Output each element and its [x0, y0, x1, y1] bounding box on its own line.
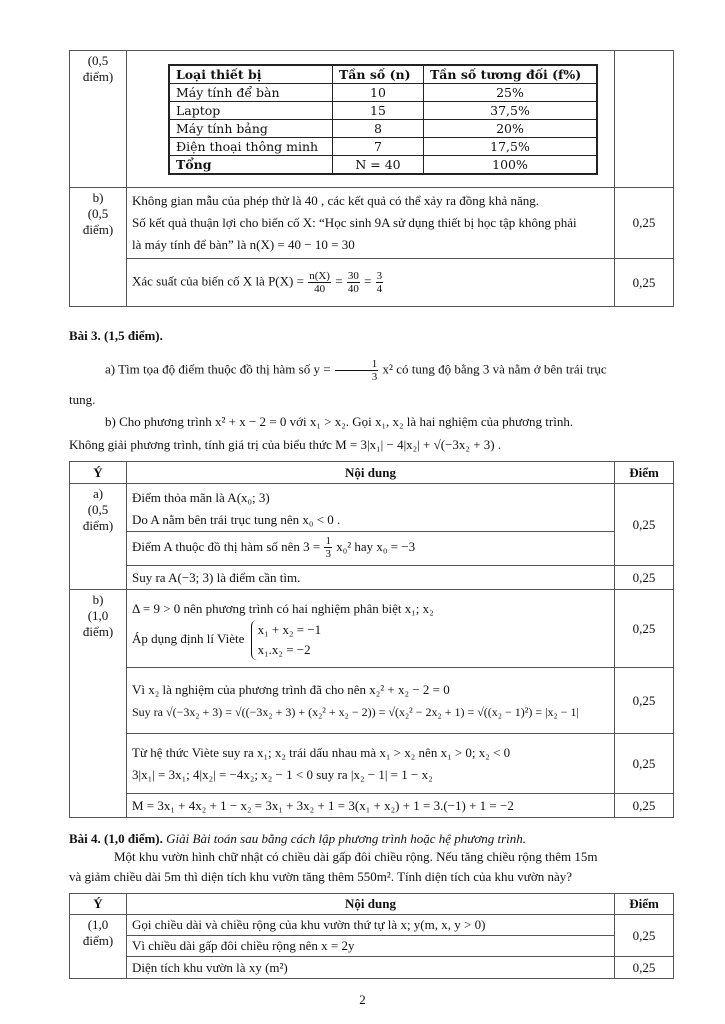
numerator: 1: [335, 358, 379, 371]
text-fragment: x₀² hay x₀ = −3: [336, 538, 416, 554]
text-fragment: a) Tìm tọa độ điểm thuộc đồ thị hàm số y =: [105, 361, 331, 377]
equation-system: [251, 620, 322, 660]
content-cell: Suy ra A(−3; 3) là điểm cần tìm.: [127, 566, 615, 590]
denominator: 4: [376, 283, 383, 295]
table-row: [169, 83, 597, 101]
numerator: 30: [347, 270, 359, 282]
score-cell: [615, 51, 674, 188]
freq-cell: Máy tính để bàn: [169, 83, 333, 101]
score-cell: 0,25: [615, 188, 674, 259]
freq-cell: Điện thoại thông minh: [169, 137, 333, 155]
problem-text: tung.: [69, 392, 96, 407]
text-fragment: x² có tung độ bằng 3 và nằm ở bên trái trục: [382, 361, 607, 377]
score-cell: 0,25: [615, 734, 674, 794]
text-line: Không gian mẫu của phép thử là 40 , các kết quả có thể xảy ra đồng khả năng.: [132, 193, 540, 208]
text-line: Điểm thỏa mãn là A(x₀; 3): [132, 489, 270, 505]
text-line: là máy tính để bàn” là n(X) = 40 − 10 = 30: [132, 237, 355, 252]
problem-text: b) Cho phương trình x² + x − 2 = 0 với x₁ > x₂. Gọi x₁, x₂ là hai nghiệm của phương trình.: [105, 414, 574, 429]
row-label: (0,5 điểm): [70, 51, 127, 188]
content-cell: Vì chiều dài gấp đôi chiều rộng nên x = 2y: [127, 936, 615, 957]
content-cell: Gọi chiều dài và chiều rộng của khu vườn thứ tự là x; y(m, x, y > 0): [127, 915, 615, 936]
table-row: [70, 259, 674, 307]
freq-cell: N = 40: [333, 155, 424, 174]
table-row: [169, 137, 597, 155]
column-header: Ý: [70, 894, 127, 915]
fraction: [347, 270, 360, 295]
column-header: Nội dung: [127, 894, 615, 915]
score-cell: 0,25: [615, 668, 674, 734]
table-row: [70, 936, 674, 957]
numerator: n(X): [309, 270, 330, 282]
table-row: [169, 101, 597, 119]
table-row: [70, 957, 674, 979]
freq-cell: 8: [333, 119, 424, 137]
column-header: Nội dung: [127, 462, 615, 484]
problem-text: Không giải phương trình, tính giá trị của biểu thức M = 3|x₁| − 4|x₂| + √(−3x₂ + 3) .: [69, 437, 502, 452]
text-line: Vì x₂ là nghiệm của phương trình đã cho nên x₂² + x₂ − 2 = 0: [132, 681, 450, 697]
content-cell: [127, 590, 615, 668]
frequency-header-row: [169, 65, 597, 84]
table-row: [70, 734, 674, 794]
freq-cell: 25%: [424, 83, 598, 101]
column-header: Điểm: [615, 894, 674, 915]
problem-text: Một khu vườn hình chữ nhật có chiều dài gấp đôi chiều rộng. Nếu tăng chiều rộng thêm 15m: [114, 849, 598, 864]
row-label: a) (0,5 điểm): [70, 484, 127, 590]
freq-cell: Máy tính bảng: [169, 119, 333, 137]
freq-header: Tần số (n): [333, 65, 424, 84]
problem-text: và giảm chiều dài 5m thì diện tích khu vườn tăng thêm 550m². Tính diện tích của khu vườn này?: [69, 869, 573, 884]
denominator: 40: [347, 283, 359, 295]
score-cell: 0,25: [615, 915, 674, 957]
freq-header: Loại thiết bị: [169, 65, 333, 84]
row-label: (1,0 điểm): [70, 915, 127, 979]
row-label: b) (1,0 điểm): [70, 590, 127, 818]
section-title: Bài 4. (1,0 điểm).: [69, 831, 163, 846]
denominator: 3: [325, 548, 331, 561]
score-cell: 0,25: [615, 590, 674, 668]
table-row: [70, 590, 674, 668]
score-cell: 0,25: [615, 484, 674, 566]
content-cell: [127, 51, 615, 188]
answer-table-bai4: [69, 893, 674, 979]
column-header: Điểm: [615, 462, 674, 484]
text-line: Do A nằm bên trái trục tung nên x₀ < 0 .: [127, 509, 614, 532]
frequency-total-row: [169, 155, 597, 174]
score-cell: 0,25: [615, 794, 674, 818]
freq-cell: 17,5%: [424, 137, 598, 155]
content-cell: [127, 668, 615, 734]
text-fragment: Xác suất của biến cố X là P(X) =: [132, 273, 304, 289]
freq-cell: Tổng: [169, 155, 333, 174]
fraction: [324, 535, 332, 560]
text-line: [132, 620, 609, 660]
column-header: Ý: [70, 462, 127, 484]
page-number: 2: [359, 992, 366, 1007]
freq-cell: 20%: [424, 119, 598, 137]
text-line: Từ hệ thức Viète suy ra x₁; x₂ trái dấu nhau mà x₁ > x₂ nên x₁ > 0; x₂ < 0: [132, 744, 511, 760]
table-row: [169, 119, 597, 137]
content-cell: [127, 188, 615, 259]
answer-table-bai3: [69, 461, 674, 818]
table-row: [70, 794, 674, 818]
content-cell: M = 3x₁ + 4x₂ + 1 − x₂ = 3x₁ + 3x₂ + 1 = 3(x₁ + x₂) + 1 = 3.(−1) + 1 = −2: [127, 794, 615, 818]
table-header-row: [70, 462, 674, 484]
section-title-bai4: [69, 829, 679, 849]
problem-text: [69, 358, 679, 383]
table-row: [70, 915, 674, 936]
section-instruction: Giải Bài toán sau bằng cách lập phương trình hoặc hệ phương trình.: [166, 831, 527, 846]
score-cell: 0,25: [615, 566, 674, 590]
table-row: [70, 484, 674, 566]
row-label: b) (0,5 điểm): [70, 188, 127, 307]
freq-cell: 7: [333, 137, 424, 155]
freq-header: Tần số tương đối (f%): [424, 65, 598, 84]
fraction: [308, 270, 331, 295]
score-cell: 0,25: [615, 259, 674, 307]
answer-table-bai2: [69, 50, 674, 307]
equation: x₁ + x₂ = −1: [257, 621, 322, 637]
score-cell: 0,25: [615, 957, 674, 979]
denominator: 40: [314, 283, 326, 295]
section-title-bai3: Bài 3. (1,5 điểm).: [69, 328, 163, 343]
freq-cell: 15: [333, 101, 424, 119]
numerator: 1: [325, 535, 331, 548]
freq-cell: 37,5%: [424, 101, 598, 119]
text-line: [127, 532, 614, 563]
table-row: [70, 566, 674, 590]
text-fragment: Điểm A thuộc đồ thị hàm số nên 3 =: [132, 538, 321, 554]
text-line: Suy ra √(−3x₂ + 3) = √((−3x₂ + 3) + (x₂² + x₂ − 2)) = √(x₂² − 2x₂ + 1) = √((x₂ − 1)²) = |x₂ − 1|: [132, 704, 579, 719]
content-cell: [127, 734, 615, 794]
content-cell: [127, 484, 615, 566]
table-row: [70, 668, 674, 734]
table-row: [70, 51, 674, 188]
fraction: [335, 358, 379, 383]
equation: x₁.x₂ = −2: [257, 641, 311, 657]
text-line: Δ = 9 > 0 nên phương trình có hai nghiệm phân biệt x₁; x₂: [132, 600, 434, 616]
freq-cell: 100%: [424, 155, 598, 174]
frequency-table: [168, 64, 598, 175]
content-cell: Diện tích khu vườn là xy (m²): [127, 957, 615, 979]
table-row: [70, 188, 674, 259]
freq-cell: 10: [333, 83, 424, 101]
denominator: 3: [371, 371, 378, 383]
fraction: [376, 270, 384, 295]
text-fragment: Áp dụng định lí Viète: [132, 630, 245, 646]
numerator: 3: [376, 270, 383, 282]
text-line: Số kết quả thuận lợi cho biến cố X: “Học sinh 9A sử dụng thiết bị học tập không phải: [132, 215, 577, 230]
text-line: 3|x₁| = 3x₁; 4|x₂| = −4x₂; x₂ − 1 < 0 suy ra |x₂ − 1| = 1 − x₂: [132, 766, 433, 782]
table-header-row: [70, 894, 674, 915]
freq-cell: Laptop: [169, 101, 333, 119]
content-cell: Xác suất của biến cố X là P(X) = $\frac{n(X)}{40}$ = $\frac{30}{40}$ = $\frac{3}{4}$: [127, 259, 615, 307]
